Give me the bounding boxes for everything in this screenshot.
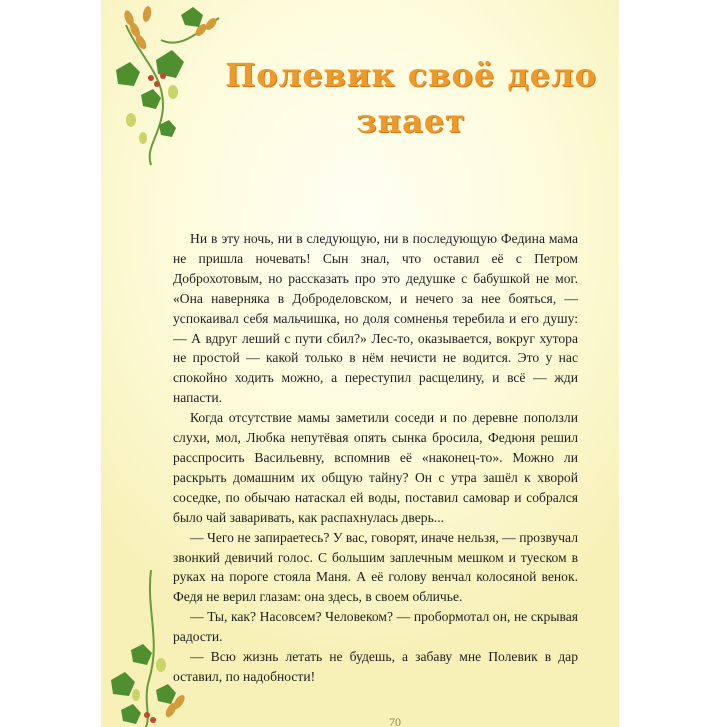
page-number: 70 <box>389 715 401 727</box>
chapter-body <box>173 229 578 687</box>
paragraph: Ни в эту ночь, ни в следующую, ни в последующую Федина мама не пришла ночевать! Сын знал, что оставил её с Петром Доброхотовым, но рассказать про это дедушке с бабушкой не мог. «Она наверняка в Доброделовском, и нечего за нее бояться, — успокаивал себя мальчишка, но доля сомненья теребила и его душу: — А вдруг леший с пути сбил?» Лес-то, оказывается, вокруг хутора не простой — какой только в нём нечисти не водится. Это у нас спокойно ходить можно, а переступил расщелину, и всё — жди напасти. <box>173 231 578 406</box>
hops-vine-ornament-icon <box>101 570 191 727</box>
chapter-title <box>221 52 601 144</box>
paragraph: Когда отсутствие мамы заметили соседи и по деревне поползли слухи, мол, Любка непутёвая опять сынка бросила, Федюня решил расспросить Васильевну, вспомнив её «наконец-то». Можно ли раскрыть домашним их общую тайну? Он с утра зашёл к хворой соседке, по обычаю натаскал ей воды, поставил самовар и собрался было чай заваривать, как распахнулась дверь... <box>173 410 578 525</box>
chapter-title-line-1: Полевик своё дело <box>225 56 597 94</box>
paragraph: — Ты, как? Насовсем? Человеком? — пробормотал он, не скрывая радости. <box>173 609 578 645</box>
book-page <box>101 0 619 727</box>
wheat-hops-ornament-icon <box>101 0 231 170</box>
chapter-title-line-2: знает <box>356 102 466 140</box>
paragraph: — Всю жизнь летать не будешь, а забаву мне Полевик в дар оставил, по надобности! <box>173 649 578 684</box>
paragraph: — Чего не запираетесь? У вас, говорят, иначе нельзя, — прозвучал звонкий девичий голос. С большим заплечным мешком и туеском в руках на пороге стояла Маня. А её голову венчал колосяной венок. Федя не верил глазам: она здесь, в своем обличье. <box>173 529 578 605</box>
